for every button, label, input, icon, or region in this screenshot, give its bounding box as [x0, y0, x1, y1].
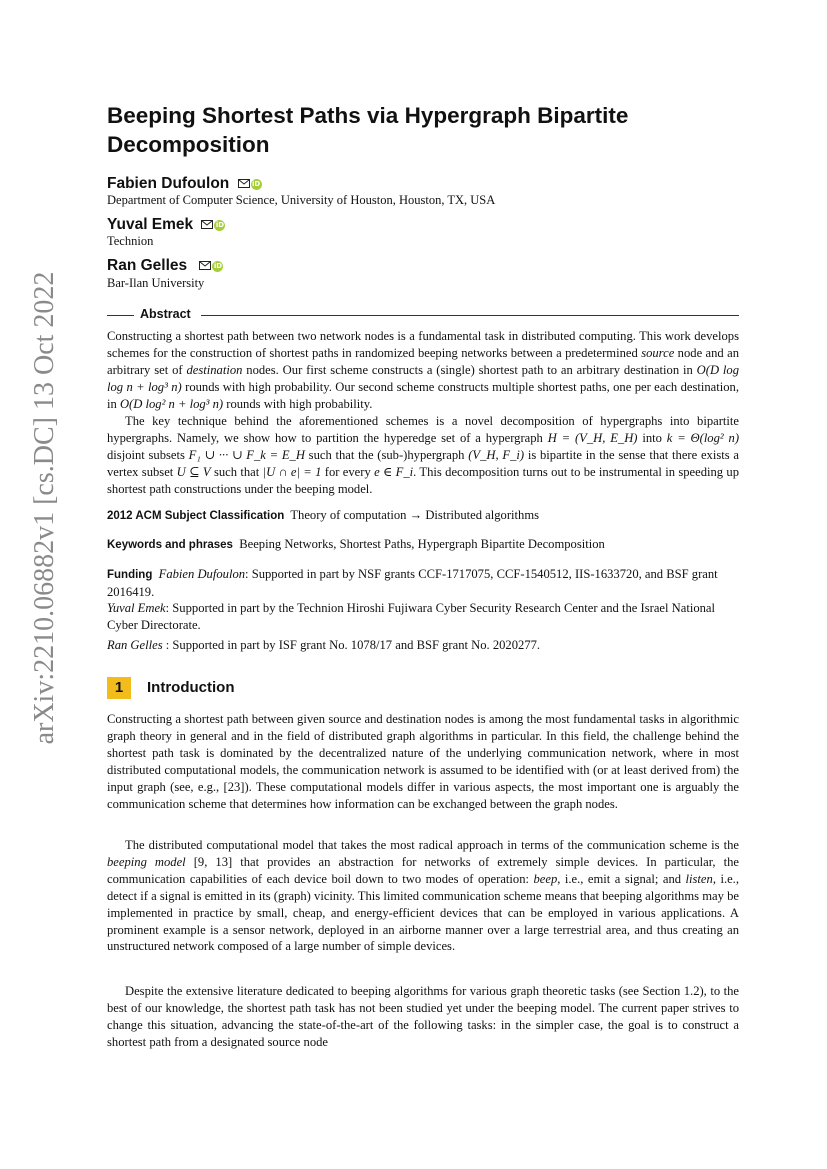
- author-name: Ran Gelles: [107, 257, 188, 275]
- author-1: [107, 175, 262, 193]
- envelope-icon[interactable]: [201, 216, 213, 234]
- envelope-icon[interactable]: [199, 257, 211, 275]
- abstract-paragraph: Constructing a shortest path between two network nodes is a fundamental task in distributed computing. This work develops schemes for the construction of shortest paths in randomized beeping networks between a predetermined source node and an arbitrary set of destination nodes. Our first scheme constructs a (single) shortest path to an arbitrary destination in O(D log log n + log³ n) rounds with high probability. Our second scheme constructs multiple shortest paths, one per each destination, in O(D log² n + log³ n) rounds with high probability.: [107, 329, 740, 411]
- formula: (V_H, F_i): [468, 447, 525, 462]
- author-affiliation: Department of Computer Science, University of Houston, Houston, TX, USA: [107, 193, 496, 207]
- formula: H = (V_H, E_H): [547, 430, 638, 445]
- intro-paragraph: The distributed computational model that takes the most radical approach in terms of the communication scheme is the beeping model [9, 13] that provides an abstraction for networks of extremely simple devices. In particular, the communication capabilities of each device boil down to two modes of operation: beep, i.e., emit a signal; and listen, i.e., detect if a signal is emitted in its (graph) vicinity. This limited communication scheme means that beeping algorithms may be implemented in practice by small, cheap, and energy-efficient devices that can be employed in various applications. A prominent example is a sensor network, deployed in an airborne manner over a large terrestrial area, and thus creating an unstructured network composed of a large number of simple devices.: [107, 838, 739, 954]
- formula: O(D log log n + log³ n): [107, 362, 740, 394]
- rule: [107, 315, 134, 316]
- orcid-icon[interactable]: iD: [213, 261, 223, 270]
- author-affiliation: Bar-Ilan University: [107, 276, 205, 290]
- paper-title: Beeping Shortest Paths via Hypergraph Bipartite Decomposition: [107, 103, 629, 157]
- formula: e ∈ F_i: [374, 464, 414, 479]
- funding: Yuval Emek: Supported in part by the Technion Hiroshi Fujiwara Cyber Security Research Center and the Israel National Cyber Directorate.: [107, 601, 716, 632]
- acm-classification: 2012 ACM Subject Classification Theory of computation → Distributed algorithms: [107, 508, 540, 522]
- abstract-heading: [107, 307, 739, 323]
- orcid-icon[interactable]: iD: [215, 220, 225, 229]
- keywords: Keywords and phrases Beeping Networks, Shortest Paths, Hypergraph Bipartite Decomposition: [107, 537, 605, 551]
- intro-paragraph: Constructing a shortest path between given source and destination nodes is among the most fundamental tasks in algorithmic graph theory in general and in the field of distributed graph algorithms in particular. In this field, the challenge behind the shortest path task is dominated by the decentralized nature of the underlying communication network, where in most distributed computational models, the communication network is assumed to be identified with (or at least derived from) the input graph (see, e.g., [23]). These computational models differ in various aspects, the most important one is arguably the communication scheme that determines how information can be exchanged between the graph nodes.: [107, 712, 739, 811]
- formula: O(D log² n + log³ n): [119, 396, 224, 411]
- author-3: [107, 257, 223, 275]
- section-title: Introduction: [147, 679, 235, 696]
- author-2: [107, 216, 225, 234]
- intro-paragraph: Despite the extensive literature dedicated to beeping algorithms for various graph theoretic tasks (see Section 1.2), to the best of our knowledge, the shortest path task has not been studied yet under the beeping model. The current paper strives to change this situation, advancing the state-of-the-art of the following tasks: in the simpler case, the goal is to construct a shortest path from a designated source node: [107, 984, 739, 1049]
- abstract-paragraph: The key technique behind the aforementioned schemes is a novel decomposition of hypergraphs into bipartite hypergraphs. Namely, we show how to partition the hyperedge set of a hypergraph H = (V_H, E_H) into k = Θ(log² n) disjoint subsets F₁ ∪ ··· ∪ F_k = E_H such that the (sub-)hypergraph (V_H, F_i) is bipartite in the sense that there exists a vertex subset U ⊆ V such that |U ∩ e| = 1 for every e ∈ F_i. This decomposition turns out to be instrumental in speeding up shortest path constructions under the beeping model.: [107, 414, 740, 496]
- rule: [201, 315, 739, 316]
- section-heading: [107, 677, 739, 699]
- formula: U ⊆ V: [176, 464, 211, 479]
- author-name: Yuval Emek: [107, 216, 194, 234]
- section-number: 1: [107, 677, 131, 699]
- author-affiliation: Technion: [107, 234, 154, 248]
- envelope-icon[interactable]: [238, 175, 250, 193]
- formula: k = Θ(log² n): [666, 430, 740, 445]
- author-name: Fabien Dufoulon: [107, 175, 230, 193]
- funding: Ran Gelles : Supported in part by ISF grant No. 1078/17 and BSF grant No. 2020277.: [107, 638, 541, 652]
- orcid-icon[interactable]: iD: [251, 179, 261, 188]
- funding: Funding Fabien Dufoulon: Supported in part by NSF grants CCF-1717075, CCF-1540512, IIS-1633720, and BSF grant 2016419.: [107, 567, 718, 599]
- abstract-label: Abstract: [140, 307, 191, 321]
- formula: |U ∩ e| = 1: [262, 464, 322, 479]
- arxiv-stamp: arXiv:2210.06882v1 [cs.DC] 13 Oct 2022: [29, 271, 60, 745]
- formula: F₁ ∪ ··· ∪ F_k = E_H: [188, 447, 305, 462]
